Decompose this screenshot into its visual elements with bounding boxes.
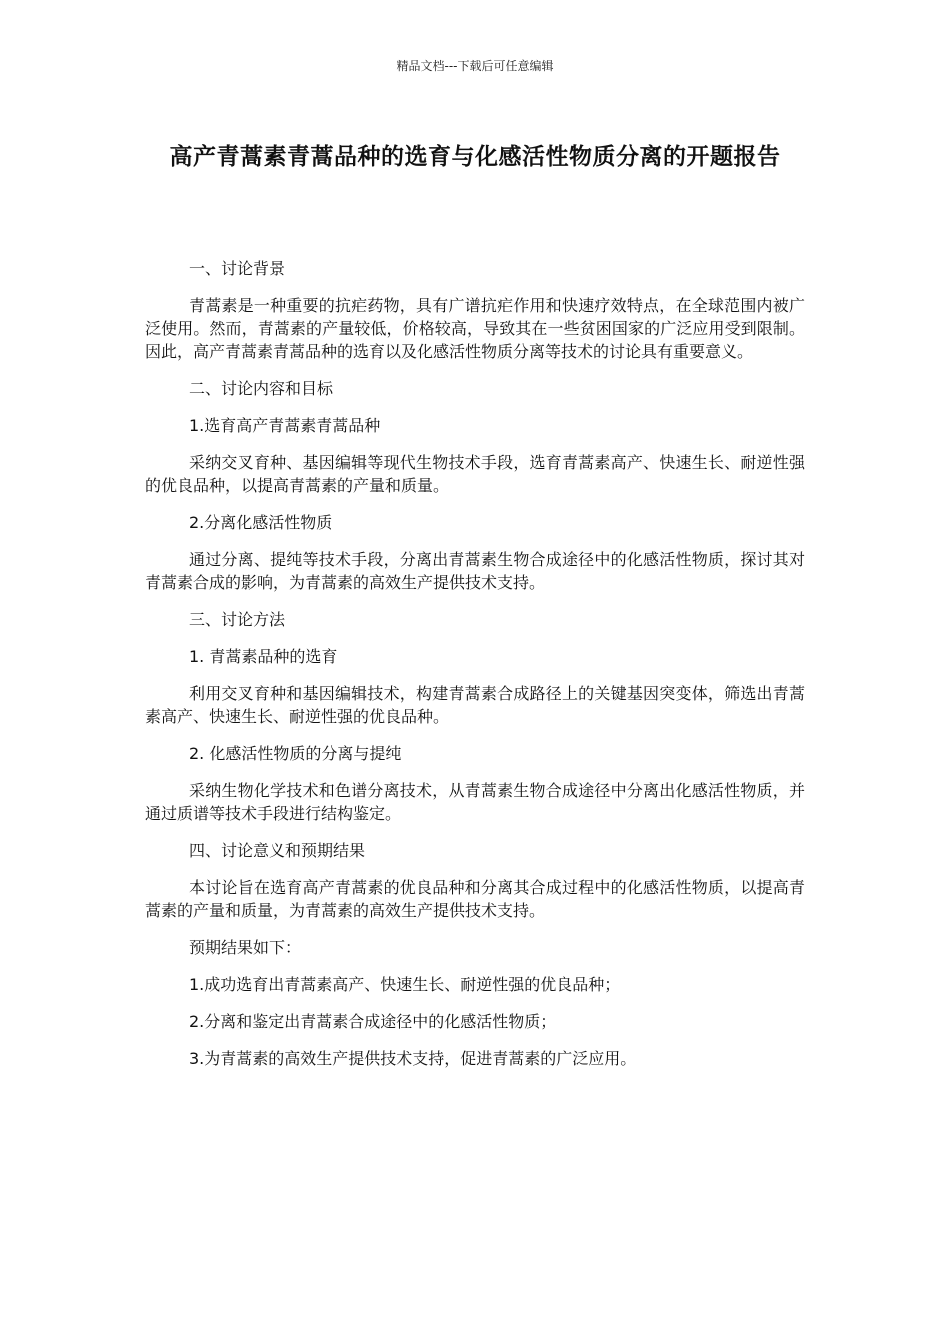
paragraph-separation: 通过分离、提纯等技术手段，分离出青蒿素生物合成途径中的化感活性物质，探讨其对青蒿素合成的影响，为青蒿素的高效生产提供技术支持。 (145, 550, 805, 592)
subheading-separation: 2.分离化感活性物质 (189, 513, 333, 532)
document-title: 高产青蒿素青蒿品种的选育与化感活性物质分离的开题报告 (169, 144, 781, 170)
section-heading-background: 一、讨论背景 (189, 259, 286, 278)
page-header-note: 精品文档---下载后可任意编辑 (396, 59, 554, 73)
section-heading-methods: 三、讨论方法 (189, 610, 286, 629)
expected-result-item-2: 2.分离和鉴定出青蒿素合成途径中的化感活性物质； (189, 1012, 557, 1031)
expected-results-label: 预期结果如下： (189, 938, 302, 957)
paragraph-breeding: 采纳交叉育种、基因编辑等现代生物技术手段，选育青蒿素高产、快速生长、耐逆性强的优良品种，以提高青蒿素的产量和质量。 (145, 453, 805, 495)
section-heading-significance: 四、讨论意义和预期结果 (189, 841, 366, 860)
document-body (145, 257, 805, 1084)
subheading-method-breeding: 1. 青蒿素品种的选育 (189, 647, 338, 666)
paragraph-background: 青蒿素是一种重要的抗疟药物，具有广谱抗疟作用和快速疗效特点，在全球范围内被广泛使用。然而，青蒿素的产量较低，价格较高，导致其在一些贫困国家的广泛应用受到限制。因此，高产青蒿素青蒿品种的选育以及化感活性物质分离等技术的讨论具有重要意义。 (145, 296, 805, 361)
paragraph-method-breeding: 利用交叉育种和基因编辑技术，构建青蒿素合成路径上的关键基因突变体，筛选出青蒿素高产、快速生长、耐逆性强的优良品种。 (145, 684, 805, 726)
paragraph-method-separation: 采纳生物化学技术和色谱分离技术，从青蒿素生物合成途径中分离出化感活性物质，并通过质谱等技术手段进行结构鉴定。 (145, 781, 805, 823)
subheading-method-separation: 2. 化感活性物质的分离与提纯 (189, 744, 402, 763)
paragraph-significance: 本讨论旨在选育高产青蒿素的优良品种和分离其合成过程中的化感活性物质，以提高青蒿素的产量和质量，为青蒿素的高效生产提供技术支持。 (145, 878, 805, 920)
subheading-breeding: 1.选育高产青蒿素青蒿品种 (189, 416, 381, 435)
expected-result-item-1: 1.成功选育出青蒿素高产、快速生长、耐逆性强的优良品种； (189, 975, 621, 994)
expected-result-item-3: 3.为青蒿素的高效生产提供技术支持，促进青蒿素的广泛应用。 (189, 1049, 637, 1068)
section-heading-content-goals: 二、讨论内容和目标 (189, 379, 334, 398)
